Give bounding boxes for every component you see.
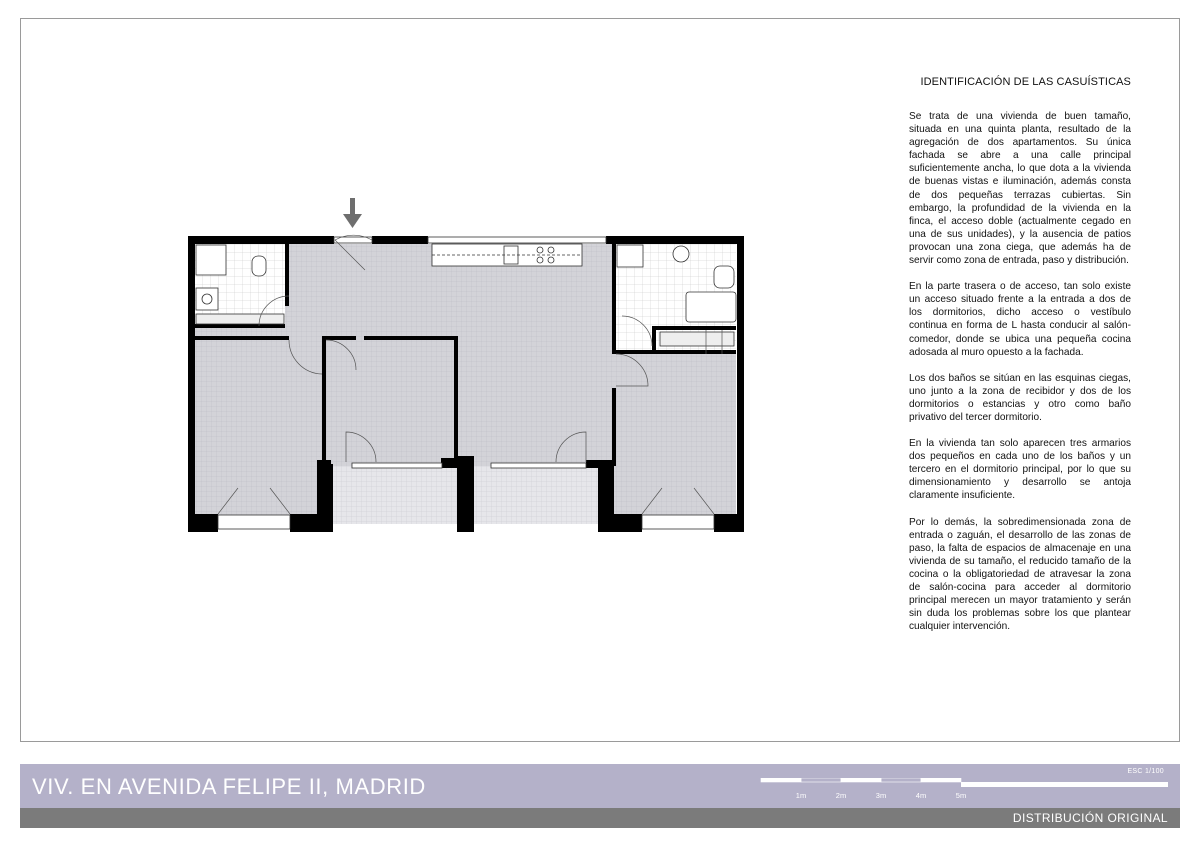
description-paragraph: En la vivienda tan solo aparecen tres armarios dos pequeños en cada uno de los baños y un tercero en el dormitorio principal, por lo que su dimensionamiento y desarrollo se antoja claramente insuficiente. (909, 438, 1131, 502)
title-bar (20, 764, 1180, 808)
floor-plan (186, 196, 746, 532)
description-heading: IDENTIFICACIÓN DE LAS CASUÍSTICAS (920, 76, 1131, 88)
description-paragraph: Se trata de una vivienda de buen tamaño, situada en una quinta planta, resultado de la agregación de dos apartamentos. Su única fachada se abre a una calle principal suficientemente ancha, lo que dota a la vivienda de buenas vistas e iluminación, además consta de dos pequeñas terrazas cubiertas. Sin embargo, la profundidad de la vivienda en la finca, el acceso doble (actualmente cegado en una de sus unidades), y la ausencia de patios provocan una zona ciega, que además ha de servir como zona de entrada, paso y distribución. (909, 111, 1131, 267)
kitchen-counter (432, 244, 582, 266)
description-panel (909, 76, 1131, 646)
terrace-left (333, 466, 457, 524)
sheet-subtitle: DISTRIBUCIÓN ORIGINAL (1012, 811, 1168, 825)
scale-tick-2m: 2m (835, 791, 847, 800)
scale-tick-3m: 3m (875, 791, 887, 800)
scale-tick-4m: 4m (915, 791, 927, 800)
scale-tick-1m: 1m (795, 791, 807, 800)
scale-tick-5m: 5m (955, 791, 967, 800)
scale-bar (760, 778, 1170, 802)
subtitle-bar (20, 808, 1180, 828)
description-paragraph: Por lo demás, la sobredimensionada zona de entrada o zaguán, el desarrollo de las zonas de paso, la falta de espacios de almacenaje en una vivienda de su tamaño, el reducido tamaño de la cocina o la obligatoriedad de atravesar la zona de salón-cocina para acceder al dormitorio principal merecen un mayor tratamiento y serán sin duda los problemas sobre los que plantear cualquier intervención. (909, 516, 1131, 633)
scale-bar-segments (761, 778, 1168, 787)
entry-arrow (343, 198, 362, 228)
description-paragraph: En la parte trasera o de acceso, tan solo existe un acceso situado frente a la entrada a dos de los dormitorios, dicho acceso o vestíbulo continua en forma de L hasta conducir al salón-comedor, donde se ubica una pequeña cocina adosada al muro opuesto a la fachada. (909, 281, 1131, 358)
terrace-right (474, 466, 598, 524)
description-paragraph: Los dos baños se sitúan en las esquinas ciegas, uno junto a la zona de recibidor y dos de los dormitorios o estancias y otro como baño privativo del tercer dormitorio. (909, 372, 1131, 423)
sheet-title: VIV. EN AVENIDA FELIPE II, MADRID (32, 774, 426, 799)
scale-label: ESC 1/100 (1127, 768, 1164, 775)
